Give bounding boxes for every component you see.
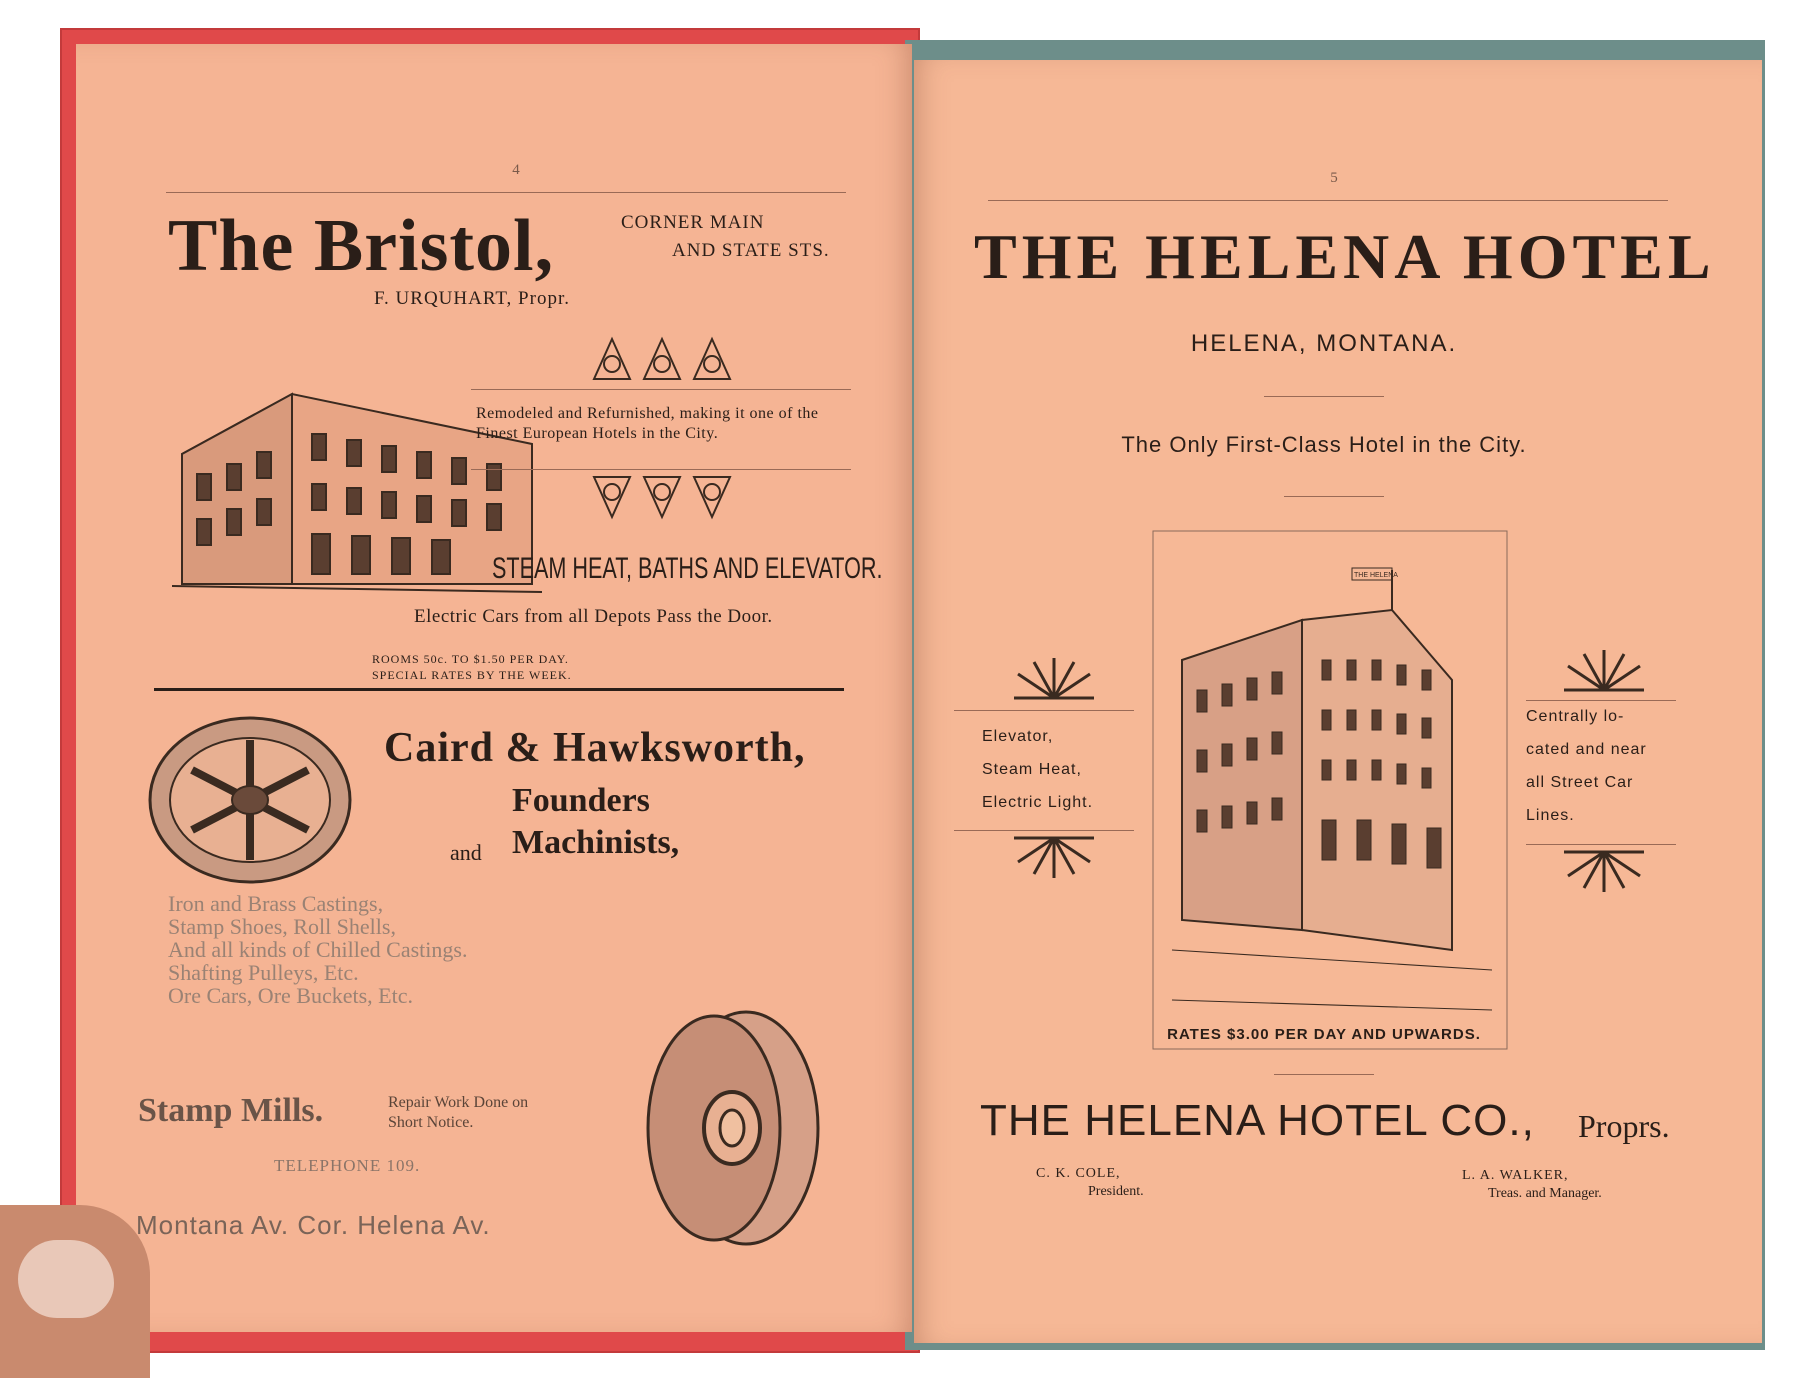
sunburst-ornament — [1554, 846, 1654, 896]
feature-central: all Street Car — [1526, 774, 1634, 791]
officer2-title: Treas. and Manager. — [1488, 1186, 1602, 1201]
caird-product-line: Iron and Brass Castings, — [168, 891, 384, 916]
caird-product-line: And all kinds of Chilled Castings. — [168, 937, 468, 962]
caird-product-line: Ore Cars, Ore Buckets, Etc. — [168, 983, 413, 1008]
sunburst-ornament — [1004, 832, 1104, 882]
caird-machinists: Machinists, — [512, 824, 680, 861]
officer2-name: L. A. WALKER, — [1462, 1168, 1569, 1183]
ornament-top — [586, 334, 746, 384]
pulley-wheel-engraving — [148, 714, 353, 886]
bristol-proprietor: F. URQUHART, Propr. — [374, 288, 570, 309]
caird-title: Caird & Hawksworth, — [384, 725, 806, 771]
caird-telephone: TELEPHONE 109. — [274, 1156, 421, 1175]
officer1-title: President. — [1088, 1184, 1144, 1199]
caird-product-line: Shafting Pulleys, Etc. — [168, 960, 359, 985]
repair-2: Short Notice. — [388, 1114, 474, 1131]
ornament-bottom — [586, 472, 746, 522]
helena-hotel-engraving — [1152, 530, 1508, 1050]
hotel-tagline: The Only First-Class Hotel in the City. — [1121, 432, 1527, 457]
flag-text: THE HELENA — [1354, 572, 1398, 579]
sunburst-ornament — [1554, 646, 1654, 696]
right-page — [914, 60, 1762, 1343]
bristol-rates-1: ROOMS 50c. TO $1.50 PER DAY. — [372, 652, 569, 666]
thumbnail — [18, 1240, 114, 1318]
feature-steam-heat: Steam Heat, — [982, 761, 1082, 778]
caird-address: Montana Av. Cor. Helena Av. — [136, 1210, 491, 1240]
stamp-mills: Stamp Mills. — [138, 1092, 324, 1129]
stamp-wheel-engraving — [636, 1004, 826, 1254]
feature-central: cated and near — [1526, 741, 1647, 758]
feature-central: Centrally lo- — [1526, 708, 1625, 725]
repair-1: Repair Work Done on — [388, 1094, 529, 1111]
feature-central: Lines. — [1526, 807, 1575, 824]
page-number-right: 5 — [1330, 170, 1338, 186]
hotel-company: THE HELENA HOTEL CO., — [980, 1096, 1535, 1145]
bristol-amenities: STEAM HEAT, BATHS AND ELEVATOR. — [492, 552, 883, 585]
features-right — [1526, 700, 1647, 832]
bristol-address-2: AND STATE STS. — [672, 240, 830, 261]
caird-founders: Founders — [512, 782, 650, 819]
caird-product-line: Stamp Shoes, Roll Shells, — [168, 914, 396, 939]
features-left — [982, 720, 1093, 819]
hotel-title: THE HELENA HOTEL — [974, 221, 1716, 292]
caird-products — [168, 892, 467, 1007]
hotel-company-suffix: Proprs. — [1578, 1108, 1670, 1144]
left-page — [76, 44, 912, 1332]
bristol-address-1: CORNER MAIN — [621, 212, 765, 233]
bristol-description: Remodeled and Refurnished, making it one of the Finest European Hotels in the City. — [476, 405, 819, 442]
hotel-rates: RATES $3.00 PER DAY AND UPWARDS. — [1167, 1026, 1481, 1043]
feature-electric-light: Electric Light. — [982, 794, 1094, 811]
sunburst-ornament — [1004, 654, 1104, 704]
bristol-rates-2: SPECIAL RATES BY THE WEEK. — [372, 668, 572, 682]
page-number-left: 4 — [512, 162, 520, 178]
officer1-name: C. K. COLE, — [1036, 1166, 1121, 1181]
bristol-title: The Bristol, — [168, 205, 555, 287]
bristol-electric-cars: Electric Cars from all Depots Pass the Door. — [414, 606, 773, 627]
feature-elevator: Elevator, — [982, 728, 1054, 745]
hotel-location: HELENA, MONTANA. — [1190, 330, 1458, 357]
caird-and: and — [450, 840, 482, 865]
